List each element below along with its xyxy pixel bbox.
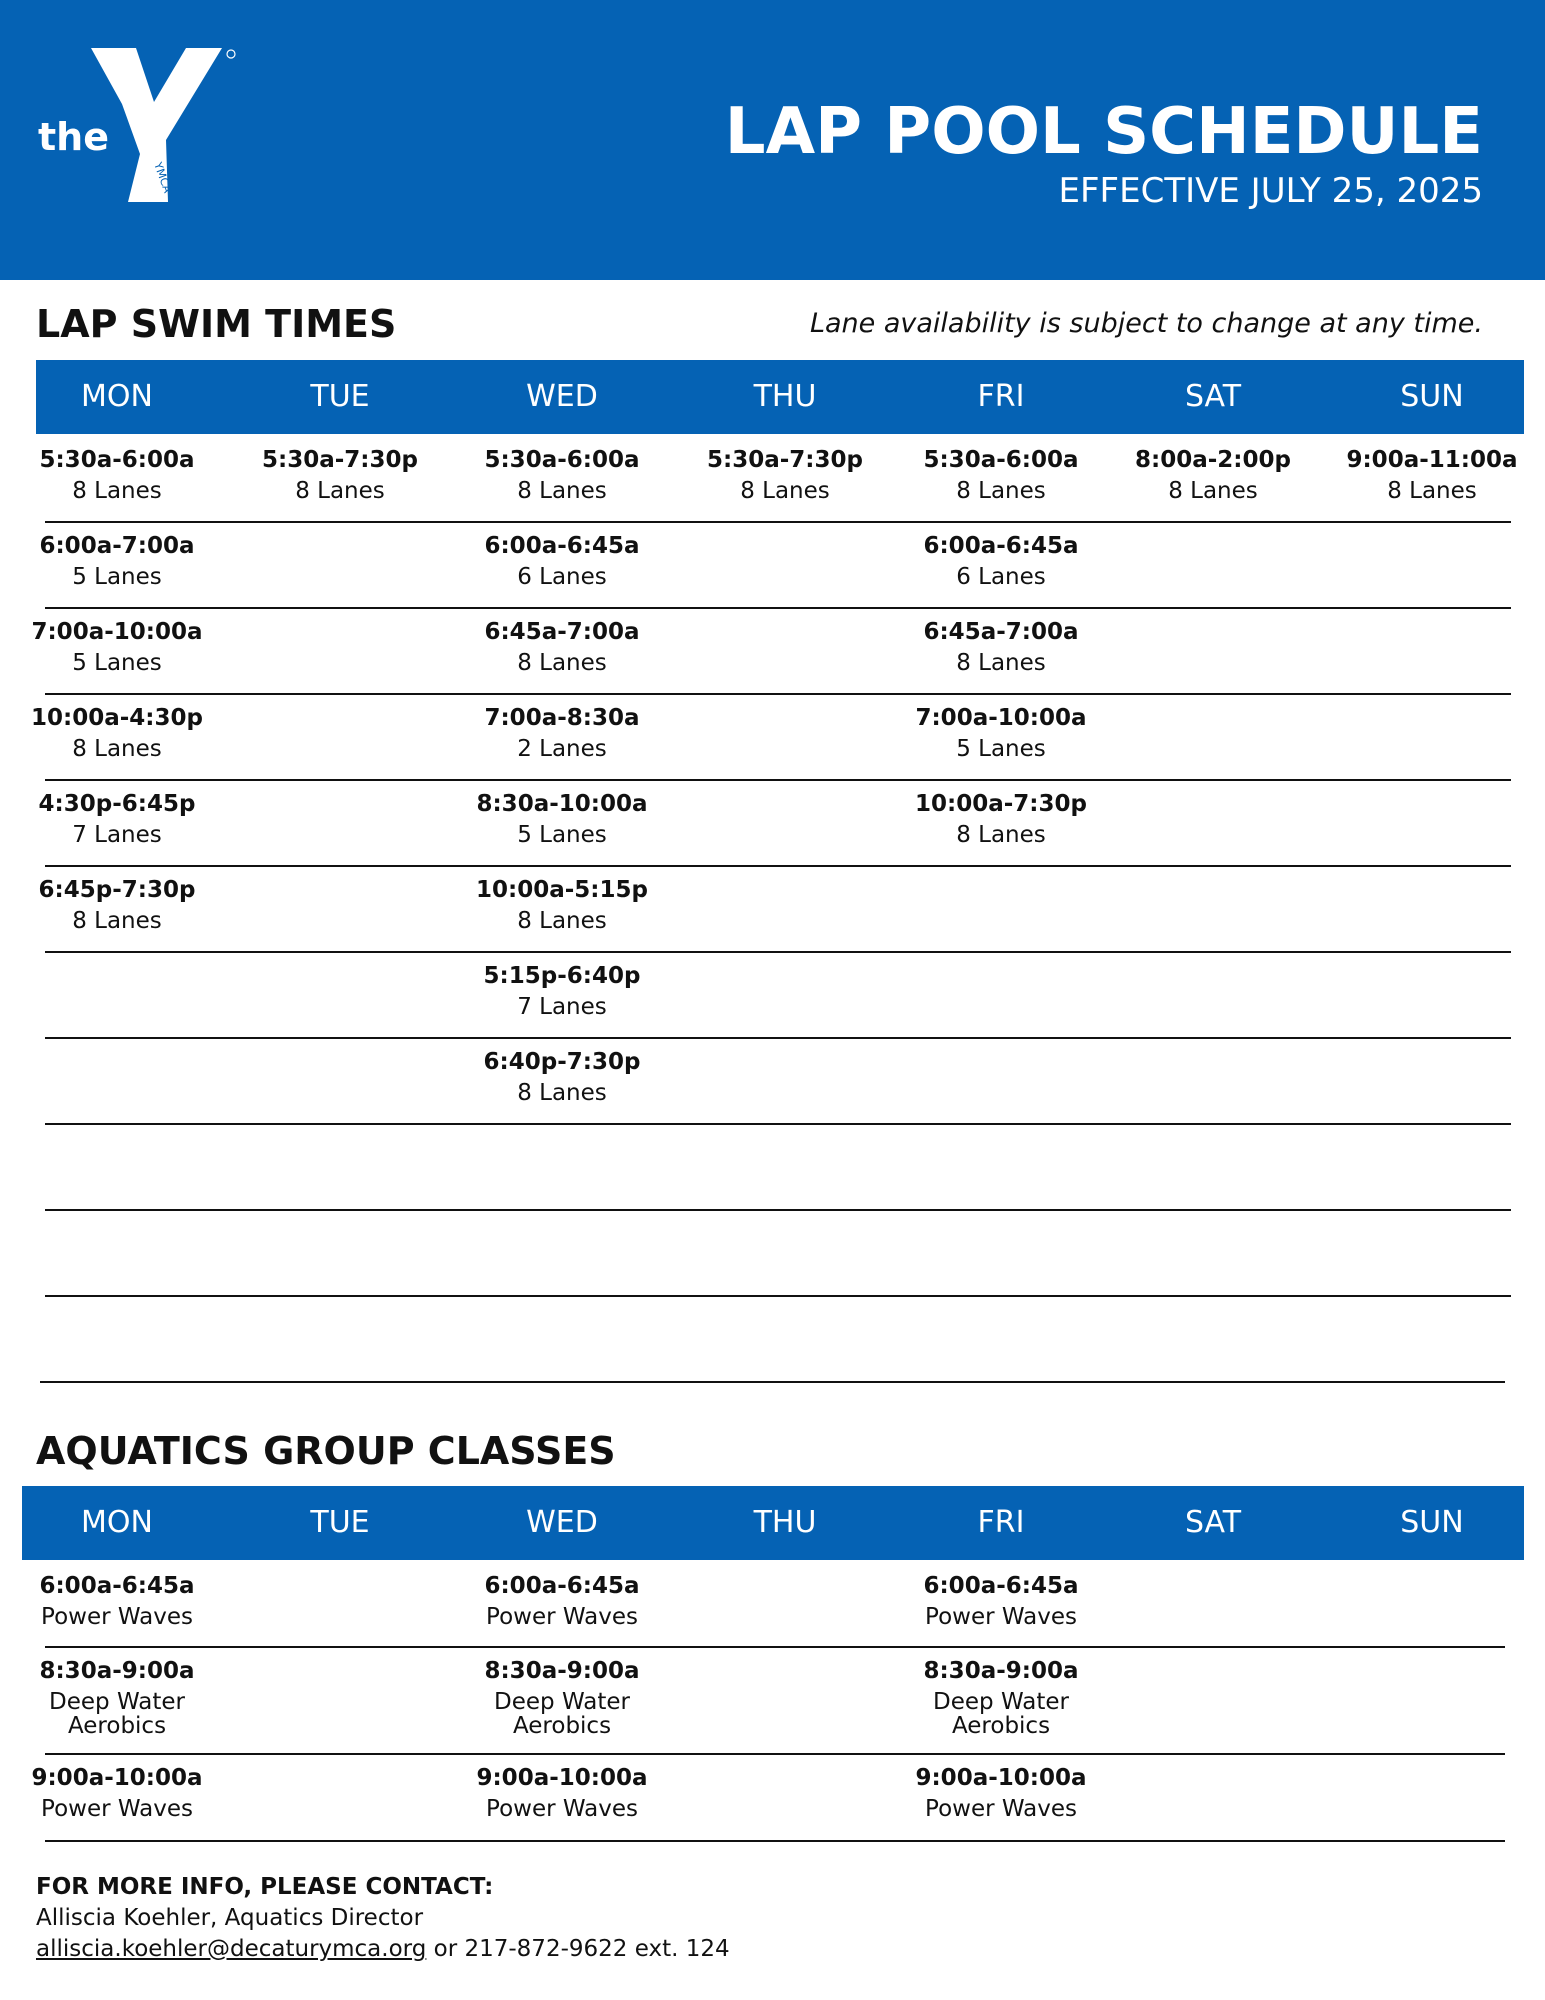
lap-slot-lanes: 8 Lanes (956, 650, 1046, 676)
lap-slot-lanes: 7 Lanes (517, 994, 607, 1020)
logo-ymca-text: YMCA (151, 160, 175, 195)
classes-day-sun: SUN (1400, 1505, 1464, 1540)
lap-slot-time: 9:00a-11:00a (1346, 447, 1518, 473)
class-slot (17, 1763, 217, 1821)
lap-slot-time: 7:00a-8:30a (484, 705, 640, 731)
lap-slot-time: 5:30a-7:30p (262, 447, 418, 473)
classes-row-divider (45, 1646, 1505, 1648)
classes-day-sat: SAT (1184, 1505, 1242, 1540)
class-name: Power Waves (41, 1796, 193, 1822)
lap-slot-lanes: 7 Lanes (72, 822, 162, 848)
lap-row-divider (45, 521, 1511, 523)
lap-slot (17, 531, 217, 593)
lap-slot-time: 5:30a-6:00a (484, 447, 640, 473)
lap-slot-time: 10:00a-7:30p (915, 791, 1087, 817)
class-slot (901, 1656, 1101, 1738)
contact-info (36, 1872, 730, 1965)
class-name: Power Waves (486, 1796, 638, 1822)
class-slot (901, 1763, 1101, 1821)
lap-slot-time: 6:00a-7:00a (39, 533, 195, 559)
lap-row-divider (40, 1381, 1505, 1383)
lap-row-divider (45, 1037, 1511, 1039)
contact-phone: or 217-872-9622 ext. 124 (426, 1936, 730, 1962)
lap-row-divider (45, 1123, 1511, 1125)
classes-row-divider (45, 1840, 1505, 1842)
lap-slot-time: 6:45a-7:00a (484, 619, 640, 645)
lap-slot-lanes: 8 Lanes (1387, 478, 1477, 504)
lap-day-header (36, 360, 1524, 434)
lap-slot-lanes: 5 Lanes (72, 650, 162, 676)
class-slot (462, 1656, 662, 1738)
lap-slot (17, 445, 217, 507)
class-name: Deep Water Aerobics (494, 1689, 630, 1739)
lap-slot-time: 5:30a-6:00a (923, 447, 1079, 473)
classes-day-thu: THU (753, 1505, 817, 1540)
lap-slot-lanes: 6 Lanes (956, 564, 1046, 590)
class-time: 9:00a-10:00a (915, 1765, 1087, 1791)
lap-slot (462, 445, 662, 507)
lap-row-divider (45, 1209, 1511, 1211)
class-time: 9:00a-10:00a (476, 1765, 648, 1791)
lap-slot-lanes: 8 Lanes (1168, 478, 1258, 504)
lap-day-mon: MON (81, 379, 153, 414)
lap-day-wed: WED (526, 379, 598, 414)
lap-slot (1332, 445, 1532, 507)
class-slot (901, 1571, 1101, 1629)
lap-slot (17, 703, 217, 765)
lap-slot (462, 703, 662, 765)
class-slot (462, 1763, 662, 1821)
classes-day-mon: MON (81, 1505, 153, 1540)
lap-slot-lanes: 5 Lanes (956, 736, 1046, 762)
lap-slot-lanes: 8 Lanes (72, 478, 162, 504)
lap-slot-lanes: 8 Lanes (295, 478, 385, 504)
lap-slot (17, 789, 217, 851)
page-header (0, 0, 1545, 280)
lap-slot-time: 4:30p-6:45p (38, 791, 196, 817)
lap-slot (901, 531, 1101, 593)
contact-name: Alliscia Koehler, Aquatics Director (36, 1905, 424, 1931)
lap-slot-lanes: 8 Lanes (72, 736, 162, 762)
class-time: 8:30a-9:00a (39, 1658, 195, 1684)
lap-slot (462, 617, 662, 679)
classes-day-tue: TUE (310, 1505, 370, 1540)
lap-slot (685, 445, 885, 507)
lap-slot-time: 5:15p-6:40p (483, 963, 641, 989)
lap-day-sat: SAT (1184, 379, 1242, 414)
lap-slot-time: 8:30a-10:00a (476, 791, 648, 817)
lap-slot-time: 10:00a-4:30p (31, 705, 203, 731)
classes-section-title: AQUATICS GROUP CLASSES (36, 1429, 616, 1473)
classes-day-header (22, 1486, 1524, 1560)
classes-row-divider (45, 1753, 1505, 1755)
lap-slot-time: 6:45p-7:30p (38, 877, 196, 903)
lap-day-tue: TUE (310, 379, 370, 414)
lap-day-thu: THU (753, 379, 817, 414)
class-time: 6:00a-6:45a (484, 1573, 640, 1599)
lap-slot-lanes: 5 Lanes (72, 564, 162, 590)
class-slot (17, 1656, 217, 1738)
lap-slot-time: 5:30a-7:30p (707, 447, 863, 473)
class-time: 8:30a-9:00a (484, 1658, 640, 1684)
class-name: Power Waves (41, 1604, 193, 1630)
lap-slot-lanes: 5 Lanes (517, 822, 607, 848)
lap-slot (1113, 445, 1313, 507)
class-name: Power Waves (486, 1604, 638, 1630)
lap-slot-time: 7:00a-10:00a (915, 705, 1087, 731)
lap-slot-lanes: 8 Lanes (517, 908, 607, 934)
classes-day-wed: WED (526, 1505, 598, 1540)
lap-slot-time: 6:00a-6:45a (484, 533, 640, 559)
lap-slot (901, 703, 1101, 765)
lap-row-divider (45, 779, 1511, 781)
lap-slot (462, 1047, 662, 1109)
class-name: Power Waves (925, 1796, 1077, 1822)
lap-slot-time: 7:00a-10:00a (31, 619, 203, 645)
lap-slot-lanes: 8 Lanes (956, 478, 1046, 504)
lap-row-divider (45, 865, 1511, 867)
lap-slot-time: 6:45a-7:00a (923, 619, 1079, 645)
lap-slot-time: 6:00a-6:45a (923, 533, 1079, 559)
lap-slot-time: 8:00a-2:00p (1135, 447, 1291, 473)
lane-availability-note: Lane availability is subject to change at any time. (809, 308, 1483, 339)
lap-section-title: LAP SWIM TIMES (36, 302, 397, 346)
lap-slot (462, 789, 662, 851)
lap-slot-lanes: 8 Lanes (740, 478, 830, 504)
lap-slot-time: 6:40p-7:30p (483, 1049, 641, 1075)
class-name: Power Waves (925, 1604, 1077, 1630)
class-time: 6:00a-6:45a (39, 1573, 195, 1599)
class-time: 6:00a-6:45a (923, 1573, 1079, 1599)
lap-row-divider (45, 1295, 1511, 1297)
page-title: LAP POOL SCHEDULE (724, 95, 1483, 169)
classes-day-fri: FRI (977, 1505, 1025, 1540)
logo-the-text: the (38, 115, 109, 159)
ymca-logo (36, 44, 246, 214)
lap-slot (462, 961, 662, 1023)
lap-slot (17, 875, 217, 937)
lap-row-divider (45, 951, 1511, 953)
lap-row-divider (45, 607, 1511, 609)
lap-slot-lanes: 8 Lanes (517, 478, 607, 504)
lap-slot-lanes: 8 Lanes (517, 650, 607, 676)
lap-slot-time: 5:30a-6:00a (39, 447, 195, 473)
class-time: 9:00a-10:00a (31, 1765, 203, 1791)
lap-day-sun: SUN (1400, 379, 1464, 414)
lap-slot (901, 445, 1101, 507)
lap-slot-time: 10:00a-5:15p (476, 877, 648, 903)
lap-slot (462, 531, 662, 593)
lap-slot (462, 875, 662, 937)
lap-slot-lanes: 8 Lanes (72, 908, 162, 934)
lap-slot-lanes: 2 Lanes (517, 736, 607, 762)
class-name: Deep Water Aerobics (49, 1689, 185, 1739)
class-slot (17, 1571, 217, 1629)
lap-slot (901, 617, 1101, 679)
class-time: 8:30a-9:00a (923, 1658, 1079, 1684)
lap-slot (901, 789, 1101, 851)
lap-slot (240, 445, 440, 507)
lap-slot-lanes: 8 Lanes (956, 822, 1046, 848)
lap-row-divider (45, 693, 1511, 695)
lap-slot (17, 617, 217, 679)
contact-heading: FOR MORE INFO, PLEASE CONTACT: (36, 1874, 494, 1900)
lap-slot-lanes: 8 Lanes (517, 1080, 607, 1106)
contact-email-link[interactable]: alliscia.koehler@decaturymca.org (36, 1936, 427, 1962)
class-slot (462, 1571, 662, 1629)
page-subtitle: EFFECTIVE JULY 25, 2025 (1058, 171, 1483, 211)
class-name: Deep Water Aerobics (933, 1689, 1069, 1739)
lap-day-fri: FRI (977, 379, 1025, 414)
lap-slot-lanes: 6 Lanes (517, 564, 607, 590)
